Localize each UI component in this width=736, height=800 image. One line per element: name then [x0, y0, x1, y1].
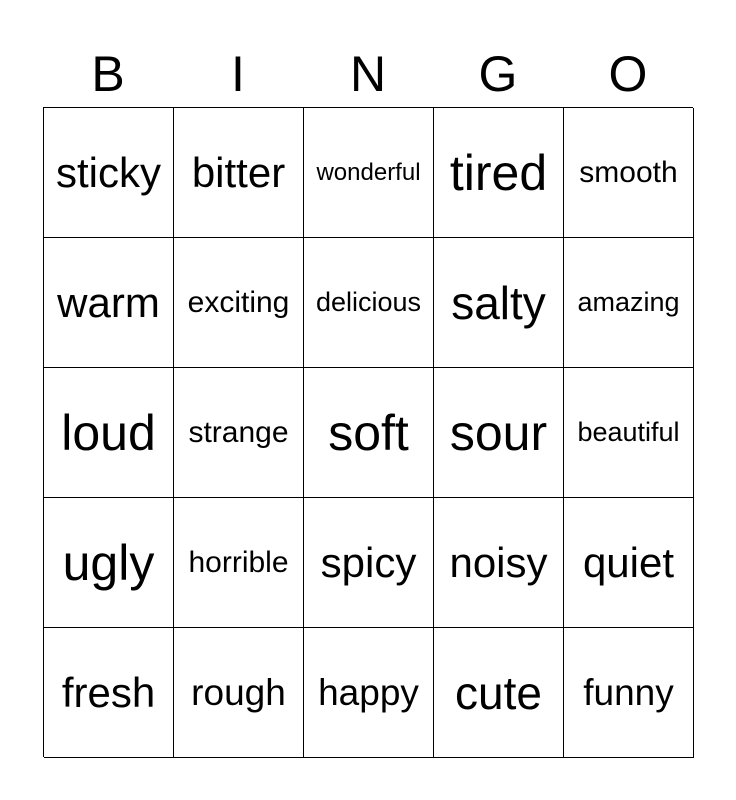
cell-word: amazing — [577, 287, 680, 317]
bingo-header — [43, 40, 693, 108]
cell-word: horrible — [188, 545, 289, 579]
cell-word: tired — [449, 144, 548, 201]
cell-word: cute — [455, 666, 542, 719]
bingo-cell[interactable] — [564, 368, 694, 498]
cell-word: happy — [318, 672, 419, 713]
cell-word: smooth — [579, 155, 678, 189]
header-letter-n: N — [349, 46, 387, 102]
cell-word: salty — [451, 276, 546, 329]
bingo-cell[interactable] — [304, 238, 434, 368]
cell-word: ugly — [62, 534, 155, 591]
bingo-cell[interactable] — [44, 628, 174, 758]
bingo-cell[interactable] — [44, 368, 174, 498]
bingo-cell[interactable] — [564, 628, 694, 758]
cell-word: exciting — [187, 285, 290, 319]
bingo-cell[interactable] — [304, 368, 434, 498]
bingo-cell[interactable] — [44, 108, 174, 238]
bingo-board — [43, 107, 693, 757]
header-letter-o: O — [608, 46, 648, 102]
bingo-cell[interactable] — [174, 368, 304, 498]
cell-word: rough — [191, 672, 286, 713]
cell-word: quiet — [582, 538, 675, 586]
cell-word: sticky — [56, 148, 161, 196]
cell-word: bitter — [191, 148, 286, 196]
cell-word: wonderful — [316, 158, 421, 186]
bingo-cell[interactable] — [564, 498, 694, 628]
header-letter-g: G — [478, 46, 518, 102]
bingo-cell[interactable] — [564, 238, 694, 368]
bingo-cell[interactable] — [44, 498, 174, 628]
cell-word: sour — [449, 404, 548, 461]
cell-word: strange — [188, 415, 289, 449]
cell-word: loud — [61, 404, 156, 461]
bingo-cell[interactable] — [304, 108, 434, 238]
cell-word: soft — [328, 404, 409, 461]
cell-word: spicy — [320, 538, 417, 586]
bingo-cell[interactable] — [174, 498, 304, 628]
bingo-cell[interactable] — [44, 238, 174, 368]
header-letter-i: I — [231, 46, 245, 102]
bingo-cell[interactable] — [434, 368, 564, 498]
header-letter-b: B — [91, 46, 125, 102]
bingo-cell[interactable] — [564, 108, 694, 238]
cell-word: noisy — [449, 538, 548, 586]
bingo-cell[interactable] — [174, 238, 304, 368]
cell-word: fresh — [61, 668, 156, 716]
bingo-cell[interactable] — [434, 238, 564, 368]
bingo-cell[interactable] — [434, 498, 564, 628]
bingo-cell[interactable] — [304, 628, 434, 758]
bingo-cell[interactable] — [174, 628, 304, 758]
cell-word: delicious — [315, 287, 422, 317]
bingo-cell[interactable] — [174, 108, 304, 238]
cell-word: funny — [583, 672, 674, 713]
bingo-cell[interactable] — [434, 628, 564, 758]
cell-word: warm — [57, 278, 160, 326]
bingo-cell[interactable] — [304, 498, 434, 628]
bingo-cell[interactable] — [434, 108, 564, 238]
cell-word: beautiful — [577, 417, 680, 447]
